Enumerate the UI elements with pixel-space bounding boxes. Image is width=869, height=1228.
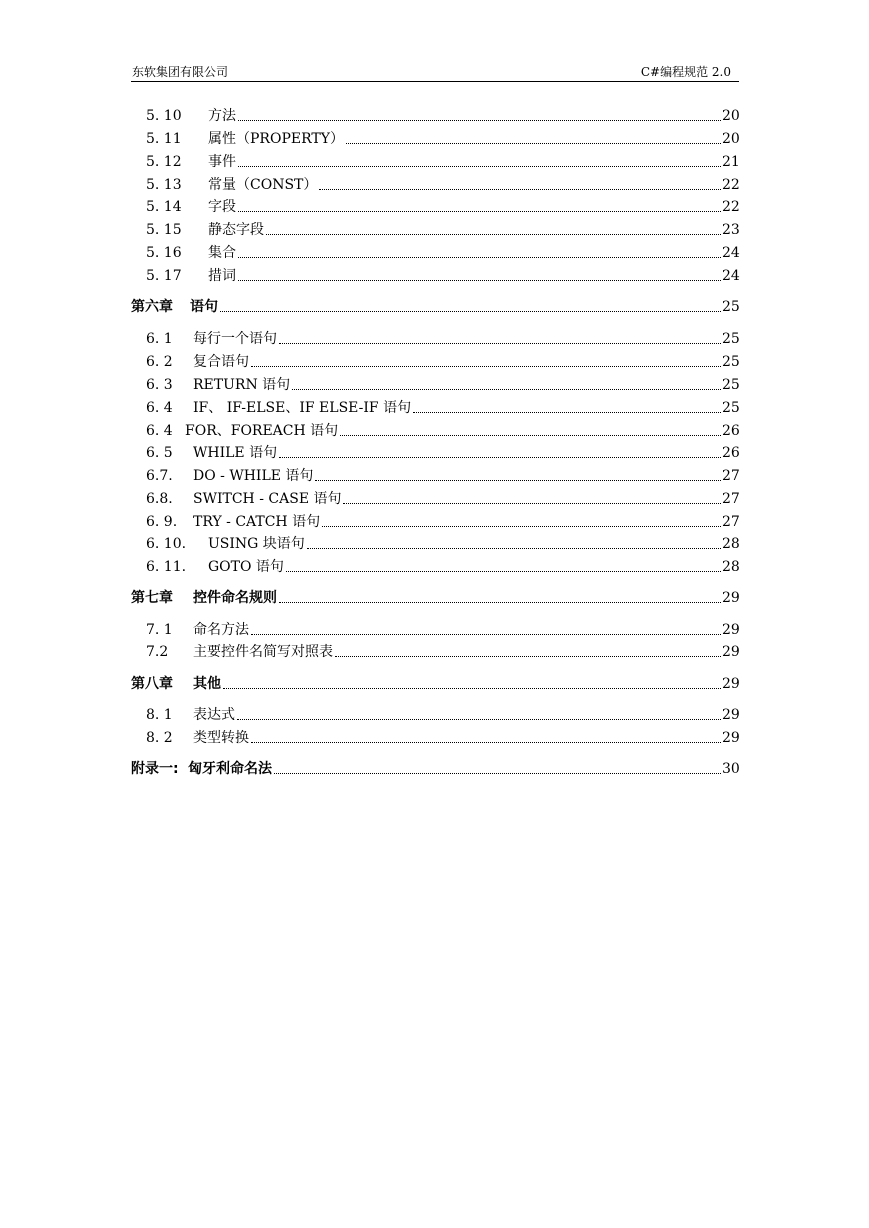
toc-entry[interactable]	[0, 152, 869, 172]
toc-entry[interactable]	[0, 329, 869, 349]
toc-entry-number: 6. 1	[146, 331, 173, 347]
toc-chapter-number: 附录一:	[131, 761, 179, 777]
toc-entry[interactable]	[0, 375, 869, 395]
toc-entry-page: 24	[722, 245, 740, 261]
toc-entry-number: 7. 1	[146, 622, 173, 638]
toc-entry-title: IF、 IF-ELSE、IF ELSE-IF 语句	[193, 400, 412, 416]
toc-chapter-number: 第八章	[131, 676, 173, 692]
toc-entry-page: 29	[722, 707, 740, 723]
toc-entry[interactable]	[0, 512, 869, 532]
toc-entry[interactable]	[0, 620, 869, 640]
toc-entry-number: 6. 4	[146, 400, 173, 416]
toc-entry[interactable]	[0, 534, 869, 554]
toc-entry[interactable]	[0, 557, 869, 577]
dot-leader	[238, 211, 735, 212]
toc-entry-title: RETURN 语句	[193, 377, 291, 393]
toc-entry-number: 6. 10.	[146, 536, 187, 552]
dot-leader	[279, 457, 735, 458]
toc-entry-page: 25	[722, 354, 740, 370]
dot-leader	[274, 773, 735, 774]
toc-entry-number: 5. 12	[146, 154, 182, 170]
toc-entry-page: 29	[722, 676, 740, 692]
toc-entry[interactable]	[0, 489, 869, 509]
toc-entry-page: 27	[722, 514, 740, 530]
toc-appendix[interactable]	[0, 759, 869, 779]
toc-entry[interactable]	[0, 220, 869, 240]
toc-entry-page: 30	[722, 761, 740, 777]
toc-chapter-title: 控件命名规则	[193, 590, 277, 606]
toc-entry-page: 26	[722, 445, 740, 461]
toc-entry-page: 21	[722, 154, 740, 170]
dot-leader	[237, 719, 735, 720]
toc-chapter-title: 语句	[190, 299, 218, 315]
toc-entry-title: 静态字段	[208, 222, 264, 238]
toc-entry-title: USING 块语句	[208, 536, 305, 552]
toc-chapter-number: 第六章	[131, 299, 173, 315]
toc-entry[interactable]	[0, 466, 869, 486]
toc-entry-number: 5. 11	[146, 131, 182, 147]
toc-entry-page: 24	[722, 268, 740, 284]
dot-leader	[251, 634, 735, 635]
toc-entry-title: SWITCH - CASE 语句	[193, 491, 342, 507]
dot-leader	[251, 742, 735, 743]
toc-entry-title: 类型转换	[193, 730, 249, 746]
toc-entry-number: 6. 3	[146, 377, 173, 393]
toc-entry-title: FOR、FOREACH 语句	[185, 423, 339, 439]
toc-entry[interactable]	[0, 266, 869, 286]
dot-leader	[307, 548, 735, 549]
dot-leader	[238, 166, 735, 167]
toc-entry-page: 29	[722, 644, 740, 660]
toc-entry-page: 22	[722, 177, 740, 193]
toc-entry-number: 8. 2	[146, 730, 173, 746]
toc-chapter[interactable]	[0, 297, 869, 317]
dot-leader	[292, 389, 735, 390]
toc-entry-number: 5. 13	[146, 177, 182, 193]
toc-entry-number: 5. 10	[146, 108, 182, 124]
toc-chapter-number: 第七章	[131, 590, 173, 606]
toc-entry-page: 25	[722, 331, 740, 347]
toc-entry[interactable]	[0, 197, 869, 217]
dot-leader	[238, 280, 735, 281]
toc-entry[interactable]	[0, 642, 869, 662]
dot-leader	[343, 503, 735, 504]
toc-entry-number: 6. 5	[146, 445, 173, 461]
toc-entry-title: 字段	[208, 199, 236, 215]
toc-entry[interactable]	[0, 175, 869, 195]
toc-entry-title: DO - WHILE 语句	[193, 468, 314, 484]
header-doc-title: C#编程规范 2.0	[640, 65, 731, 79]
toc-entry-number: 8. 1	[146, 707, 173, 723]
dot-leader	[251, 366, 735, 367]
dot-leader	[346, 143, 735, 144]
dot-leader	[279, 343, 735, 344]
toc-entry[interactable]	[0, 352, 869, 372]
toc-entry[interactable]	[0, 443, 869, 463]
toc-entry-page: 29	[722, 590, 740, 606]
header-company: 东软集团有限公司	[132, 65, 229, 79]
toc-entry-number: 6.8.	[146, 491, 173, 507]
dot-leader	[238, 257, 735, 258]
toc-entry-page: 29	[722, 730, 740, 746]
toc-entry-title: 命名方法	[193, 622, 249, 638]
toc-entry-page: 29	[722, 622, 740, 638]
dot-leader	[279, 602, 735, 603]
toc-entry-title: 主要控件名简写对照表	[193, 644, 333, 660]
dot-leader	[223, 688, 735, 689]
toc-chapter[interactable]	[0, 674, 869, 694]
toc-entry-title: 表达式	[193, 707, 235, 723]
toc-entry[interactable]	[0, 398, 869, 418]
toc-entry[interactable]	[0, 728, 869, 748]
toc-entry[interactable]	[0, 106, 869, 126]
toc-entry-title: WHILE 语句	[193, 445, 278, 461]
toc-entry-title: 措词	[208, 268, 236, 284]
dot-leader	[315, 480, 735, 481]
toc-entry-number: 6. 9.	[146, 514, 178, 530]
toc-entry-number: 5. 16	[146, 245, 182, 261]
toc-entry[interactable]	[0, 243, 869, 263]
toc-entry-number: 5. 15	[146, 222, 182, 238]
toc-entry-number: 6.7.	[146, 468, 173, 484]
toc-entry-page: 25	[722, 299, 740, 315]
toc-entry-page: 23	[722, 222, 740, 238]
toc-entry-title: 复合语句	[193, 354, 249, 370]
dot-leader	[340, 435, 735, 436]
toc-entry-page: 25	[722, 400, 740, 416]
dot-leader	[286, 571, 735, 572]
dot-leader	[413, 412, 735, 413]
toc-entry[interactable]	[0, 421, 869, 441]
toc-entry-title: 属性（PROPERTY）	[208, 131, 344, 147]
toc-entry-number: 7.2	[146, 644, 169, 660]
toc-entry-page: 28	[722, 559, 740, 575]
dot-leader	[322, 526, 735, 527]
toc-entry-page: 26	[722, 423, 740, 439]
toc-entry-page: 28	[722, 536, 740, 552]
toc-entry-title: 常量（CONST）	[208, 177, 318, 193]
toc-entry-page: 20	[722, 131, 740, 147]
toc-chapter-title: 其他	[193, 676, 221, 692]
dot-leader	[238, 120, 735, 121]
dot-leader	[266, 234, 735, 235]
toc-entry-number: 6. 4	[146, 423, 173, 439]
toc-entry-page: 27	[722, 468, 740, 484]
dot-leader	[220, 311, 735, 312]
toc-chapter[interactable]	[0, 588, 869, 608]
toc-entry-title: TRY - CATCH 语句	[193, 514, 321, 530]
toc-entry-number: 5. 17	[146, 268, 182, 284]
toc-chapter-title: 匈牙利命名法	[188, 761, 272, 777]
toc-entry-number: 6. 2	[146, 354, 173, 370]
toc-entry-page: 25	[722, 377, 740, 393]
toc-entry-page: 20	[722, 108, 740, 124]
dot-leader	[335, 656, 735, 657]
toc-entry[interactable]	[0, 705, 869, 725]
toc-entry-title: 方法	[208, 108, 236, 124]
toc-entry-title: 集合	[208, 245, 236, 261]
toc-entry-title: 事件	[208, 154, 236, 170]
toc-entry-page: 27	[722, 491, 740, 507]
toc-entry-title: GOTO 语句	[208, 559, 284, 575]
toc-entry-title: 每行一个语句	[193, 331, 277, 347]
dot-leader	[319, 189, 735, 190]
toc-entry-page: 22	[722, 199, 740, 215]
toc-entry-number: 6. 11.	[146, 559, 187, 575]
toc-entry-number: 5. 14	[146, 199, 182, 215]
toc-entry[interactable]	[0, 129, 869, 149]
